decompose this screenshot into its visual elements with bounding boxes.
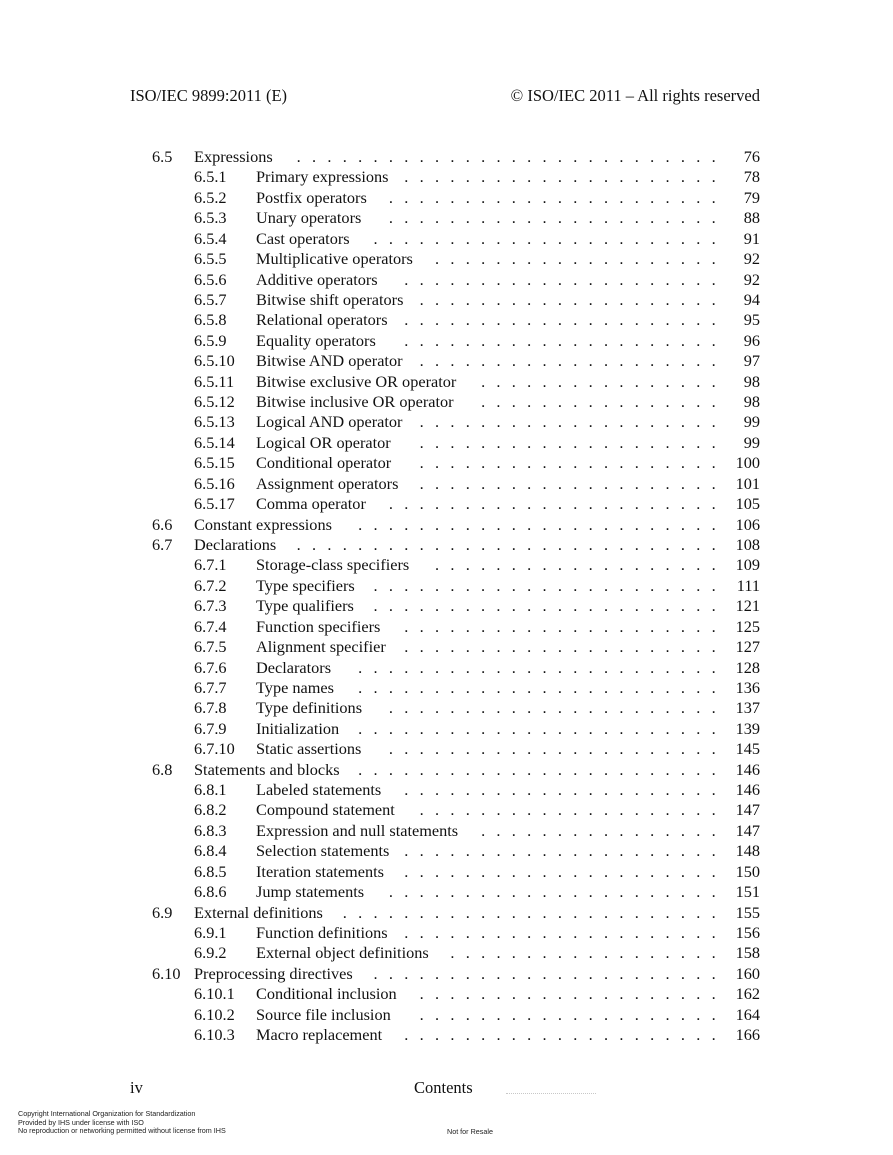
toc-entry[interactable] (0, 800, 893, 820)
toc-entry-title: Function specifiers (256, 616, 381, 636)
toc-entry-title: Labeled statements (256, 780, 382, 800)
toc-entry[interactable] (0, 535, 893, 555)
toc-leader-dots: ....................... (373, 596, 727, 616)
document-id: ISO/IEC 9899:2011 (E) (130, 86, 288, 105)
resale-notice: Not for Resale (447, 1127, 493, 1136)
toc-entry-page: 108 (735, 534, 760, 554)
toc-entry-page: 145 (735, 739, 760, 759)
toc-entry-number: 6.7.7 (194, 677, 227, 697)
toc-entry[interactable] (0, 617, 893, 637)
toc-entry-number: 6.5.10 (194, 351, 235, 371)
copyright-notice: © ISO/IEC 2011 – All rights reserved (510, 86, 760, 105)
toc-leader-dots: .................... (419, 1004, 727, 1024)
toc-leader-dots: ........................ (358, 759, 727, 779)
license-line: No reproduction or networking permitted without license from IHS (18, 1126, 226, 1136)
toc-entry-title: Bitwise inclusive OR operator (256, 392, 454, 412)
toc-entry-title: Declarators (256, 657, 332, 677)
toc-entry-title: Iteration statements (256, 861, 384, 881)
toc-leader-dots: ........................ (358, 718, 727, 738)
toc-entry[interactable] (0, 964, 893, 984)
toc-entry-number: 6.7.2 (194, 575, 227, 595)
toc-entry[interactable] (0, 760, 893, 780)
toc-entry-page: 121 (735, 596, 760, 616)
toc-entry-number: 6.8.6 (194, 882, 227, 902)
page-header (130, 86, 760, 108)
faint-dotted-mark (506, 1090, 596, 1094)
toc-entry-number: 6.5.2 (194, 187, 227, 207)
toc-entry-number: 6.7.1 (194, 555, 227, 575)
toc-entry-title: Comma operator (256, 494, 366, 514)
toc-leader-dots: ..................... (404, 922, 727, 942)
toc-entry-page: 127 (735, 637, 760, 657)
toc-leader-dots: ................ (481, 820, 727, 840)
toc-entry-number: 6.9.2 (194, 943, 227, 963)
toc-entry-title: Type specifiers (256, 575, 355, 595)
toc-entry-title: Postfix operators (256, 187, 367, 207)
toc-entry-page: 99 (743, 412, 760, 432)
toc-leader-dots: .................... (419, 412, 727, 432)
toc-entry[interactable] (0, 270, 893, 290)
toc-entry-page: 136 (735, 677, 760, 697)
toc-entry-page: 98 (743, 392, 760, 412)
toc-entry-number: 6.5.7 (194, 289, 227, 309)
toc-entry[interactable] (0, 290, 893, 310)
toc-leader-dots: ..................... (404, 310, 727, 330)
toc-entry-page: 105 (735, 494, 760, 514)
toc-entry-number: 6.5.9 (194, 330, 227, 350)
toc-entry-number: 6.5.4 (194, 228, 227, 248)
toc-entry-page: 139 (735, 718, 760, 738)
toc-leader-dots: .................... (419, 453, 727, 473)
toc-entry-title: Additive operators (256, 269, 378, 289)
toc-entry-number: 6.7.10 (194, 739, 235, 759)
toc-entry[interactable] (0, 903, 893, 923)
toc-entry[interactable] (0, 821, 893, 841)
toc-entry-page: 92 (743, 269, 760, 289)
toc-entry-number: 6.5.6 (194, 269, 227, 289)
toc-entry-number: 6.8.5 (194, 861, 227, 881)
toc-entry-title: Bitwise AND operator (256, 351, 403, 371)
toc-entry-title: Macro replacement (256, 1025, 383, 1045)
toc-entry-page: 155 (735, 902, 760, 922)
toc-entry[interactable] (0, 862, 893, 882)
toc-entry-page: 158 (735, 943, 760, 963)
toc-leader-dots: ........................ (358, 677, 727, 697)
toc-leader-dots: ................ (481, 392, 727, 412)
toc-leader-dots: .................... (419, 984, 727, 1004)
toc-entry-title: Type definitions (256, 698, 363, 718)
toc-entry[interactable] (0, 392, 893, 412)
toc-entry-number: 6.5.1 (194, 167, 227, 187)
toc-entry-page: 160 (735, 963, 760, 983)
toc-entry-number: 6.7.4 (194, 616, 227, 636)
toc-entry-number: 6.9 (152, 902, 173, 922)
toc-entry[interactable] (0, 372, 893, 392)
toc-entry-title: Multiplicative operators (256, 249, 413, 269)
toc-entry-title: Type names (256, 677, 334, 697)
toc-leader-dots: .................... (419, 473, 727, 493)
toc-entry-page: 111 (736, 575, 760, 595)
toc-leader-dots: ...................... (388, 208, 727, 228)
toc-entry-number: 6.8.1 (194, 780, 227, 800)
toc-entry-page: 97 (743, 351, 760, 371)
toc-leader-dots: .................... (419, 432, 727, 452)
toc-entry-title: External definitions (194, 902, 323, 922)
toc-entry-number: 6.10.3 (194, 1025, 235, 1045)
toc-entry-title: Type qualifiers (256, 596, 354, 616)
toc-entry[interactable] (0, 780, 893, 800)
toc-entry[interactable] (0, 882, 893, 902)
toc-entry-page: 146 (735, 780, 760, 800)
toc-entry-number: 6.7.8 (194, 698, 227, 718)
toc-entry-page: 100 (735, 453, 760, 473)
toc-entry-number: 6.7.6 (194, 657, 227, 677)
toc-entry-page: 88 (743, 208, 760, 228)
toc-entry-page: 150 (735, 861, 760, 881)
toc-entry-title: Source file inclusion (256, 1004, 391, 1024)
toc-entry-page: 76 (743, 147, 760, 166)
toc-entry-number: 6.10.2 (194, 1004, 235, 1024)
toc-entry[interactable] (0, 719, 893, 739)
toc-leader-dots: .................... (419, 289, 727, 309)
toc-entry-page: 147 (735, 820, 760, 840)
toc-entry-number: 6.10 (152, 963, 181, 983)
toc-entry-page: 92 (743, 249, 760, 269)
toc-entry-title: Conditional operator (256, 453, 392, 473)
toc-entry-number: 6.8 (152, 759, 173, 779)
toc-entry-page: 147 (735, 800, 760, 820)
toc-leader-dots: ....................... (373, 575, 727, 595)
toc-entry-number: 6.8.4 (194, 841, 227, 861)
toc-entry-number: 6.10.1 (194, 984, 235, 1004)
toc-entry-title: Alignment specifier (256, 637, 386, 657)
toc-entry-number: 6.7.3 (194, 596, 227, 616)
toc-entry-title: Equality operators (256, 330, 376, 350)
toc-entry[interactable] (0, 596, 893, 616)
toc-entry[interactable] (0, 637, 893, 657)
toc-entry-title: Initialization (256, 718, 340, 738)
toc-entry-title: Logical AND operator (256, 412, 403, 432)
toc-leader-dots: ......................... (342, 902, 727, 922)
toc-leader-dots: ..................... (404, 269, 727, 289)
toc-entry-title: Function definitions (256, 922, 388, 942)
toc-entry[interactable] (0, 576, 893, 596)
toc-entry[interactable] (0, 474, 893, 494)
toc-entry[interactable] (0, 943, 893, 963)
toc-leader-dots: ....................... (373, 963, 727, 983)
toc-entry[interactable] (0, 351, 893, 371)
toc-entry-page: 101 (735, 473, 760, 493)
page-number: iv (130, 1078, 143, 1097)
toc-entry-title: Primary expressions (256, 167, 389, 187)
toc-leader-dots: ...................... (388, 739, 727, 759)
toc-entry-title: Bitwise shift operators (256, 289, 404, 309)
toc-entry[interactable] (0, 310, 893, 330)
toc-entry[interactable] (0, 229, 893, 249)
toc-entry[interactable] (0, 453, 893, 473)
toc-entry-title: Expressions (194, 147, 273, 166)
toc-entry[interactable] (0, 188, 893, 208)
toc-entry-title: Declarations (194, 534, 277, 554)
license-line: Provided by IHS under license with ISO (18, 1117, 144, 1127)
toc-entry[interactable] (0, 249, 893, 269)
toc-entry-number: 6.9.1 (194, 922, 227, 942)
toc-entry-title: Expression and null statements (256, 820, 459, 840)
toc-leader-dots: ..................... (404, 780, 727, 800)
toc-leader-dots: ................ (481, 371, 727, 391)
toc-leader-dots: ..................... (404, 1025, 727, 1045)
toc-leader-dots: ............................ (296, 147, 727, 166)
toc-leader-dots: ........................ (358, 514, 727, 534)
toc-entry-title: Constant expressions (194, 514, 332, 534)
toc-entry-title: Storage-class specifiers (256, 555, 410, 575)
toc-entry-title: Compound statement (256, 800, 395, 820)
toc-leader-dots: ...................... (388, 494, 727, 514)
toc-entry-number: 6.6 (152, 514, 173, 534)
toc-entry-number: 6.5.5 (194, 249, 227, 269)
toc-entry[interactable] (0, 494, 893, 514)
toc-entry[interactable] (0, 433, 893, 453)
toc-entry[interactable] (0, 739, 893, 759)
toc-entry-number: 6.7.5 (194, 637, 227, 657)
toc-entry-title: Jump statements (256, 882, 365, 902)
toc-entry[interactable] (0, 147, 893, 167)
toc-entry-page: 148 (735, 841, 760, 861)
toc-entry-number: 6.7 (152, 534, 173, 554)
toc-leader-dots: ................... (434, 555, 727, 575)
toc-entry[interactable] (0, 515, 893, 535)
toc-entry-page: 162 (735, 984, 760, 1004)
toc-leader-dots: ...................... (388, 698, 727, 718)
toc-leader-dots: ...................... (388, 187, 727, 207)
toc-leader-dots: ..................... (404, 616, 727, 636)
toc-entry[interactable] (0, 841, 893, 861)
toc-leader-dots: ....................... (373, 228, 727, 248)
toc-entry-title: Conditional inclusion (256, 984, 397, 1004)
toc-entry-number: 6.5 (152, 147, 173, 166)
toc-leader-dots: ..................... (404, 637, 727, 657)
toc-entry[interactable] (0, 167, 893, 187)
toc-entry-page: 78 (743, 167, 760, 187)
toc-entry[interactable] (0, 1025, 893, 1045)
toc-leader-dots: .................... (419, 800, 727, 820)
license-line: Copyright International Organization for Standardization (18, 1109, 196, 1118)
toc-leader-dots: ................... (434, 249, 727, 269)
toc-entry-title: Relational operators (256, 310, 388, 330)
toc-leader-dots: .................... (419, 351, 727, 371)
toc-entry[interactable] (0, 331, 893, 351)
toc-entry-number: 6.7.9 (194, 718, 227, 738)
toc-entry[interactable] (0, 678, 893, 698)
toc-entry-number: 6.5.17 (194, 494, 235, 514)
toc-entry-page: 125 (735, 616, 760, 636)
toc-entry[interactable] (0, 208, 893, 228)
toc-entry-page: 95 (743, 310, 760, 330)
toc-entry[interactable] (0, 658, 893, 678)
toc-entry-number: 6.8.3 (194, 820, 227, 840)
toc-entry-title: Static assertions (256, 739, 362, 759)
toc-entry-page: 166 (735, 1025, 760, 1045)
toc-entry-page: 156 (735, 922, 760, 942)
toc-leader-dots: .................. (450, 943, 727, 963)
toc-entry-page: 109 (735, 555, 760, 575)
toc-entry-page: 146 (735, 759, 760, 779)
running-footer-title: Contents (414, 1078, 473, 1097)
toc-entry-title: Logical OR operator (256, 432, 391, 452)
toc-entry-number: 6.5.15 (194, 453, 235, 473)
toc-leader-dots: ..................... (404, 330, 727, 350)
toc-entry-page: 99 (743, 432, 760, 452)
toc-entry[interactable] (0, 412, 893, 432)
toc-entry-number: 6.5.14 (194, 432, 235, 452)
toc-entry[interactable] (0, 555, 893, 575)
toc-entry-number: 6.5.16 (194, 473, 235, 493)
toc-entry-title: Preprocessing directives (194, 963, 353, 983)
toc-entry-title: Statements and blocks (194, 759, 340, 779)
toc-entry-title: Assignment operators (256, 473, 399, 493)
toc-entry-number: 6.5.12 (194, 392, 235, 412)
toc-entry-page: 94 (743, 289, 760, 309)
toc-entry-title: Selection statements (256, 841, 390, 861)
toc-entry-page: 79 (743, 187, 760, 207)
toc-entry-title: Unary operators (256, 208, 362, 228)
toc-entry-page: 96 (743, 330, 760, 350)
toc-entry[interactable] (0, 923, 893, 943)
toc-entry-page: 137 (735, 698, 760, 718)
toc-entry-title: Bitwise exclusive OR operator (256, 371, 457, 391)
toc-entry-page: 164 (735, 1004, 760, 1024)
toc-entry[interactable] (0, 1005, 893, 1025)
toc-leader-dots: ............................ (296, 534, 727, 554)
toc-entry-number: 6.5.13 (194, 412, 235, 432)
toc-leader-dots: ..................... (404, 167, 727, 187)
license-notice (18, 1110, 226, 1136)
toc-entry[interactable] (0, 698, 893, 718)
toc-entry-number: 6.5.3 (194, 208, 227, 228)
toc-entry[interactable] (0, 984, 893, 1004)
toc-entry-page: 151 (735, 882, 760, 902)
toc-entry-title: Cast operators (256, 228, 350, 248)
toc-entry-page: 106 (735, 514, 760, 534)
toc-leader-dots: ..................... (404, 841, 727, 861)
toc-leader-dots: ........................ (358, 657, 727, 677)
toc-leader-dots: ..................... (404, 861, 727, 881)
toc-entry-page: 128 (735, 657, 760, 677)
toc-entry-page: 98 (743, 371, 760, 391)
toc-entry-number: 6.5.11 (194, 371, 235, 391)
toc-entry-page: 91 (743, 228, 760, 248)
toc-entry-number: 6.8.2 (194, 800, 227, 820)
toc-leader-dots: ...................... (388, 882, 727, 902)
toc-entry-number: 6.5.8 (194, 310, 227, 330)
toc-entry-title: External object definitions (256, 943, 429, 963)
